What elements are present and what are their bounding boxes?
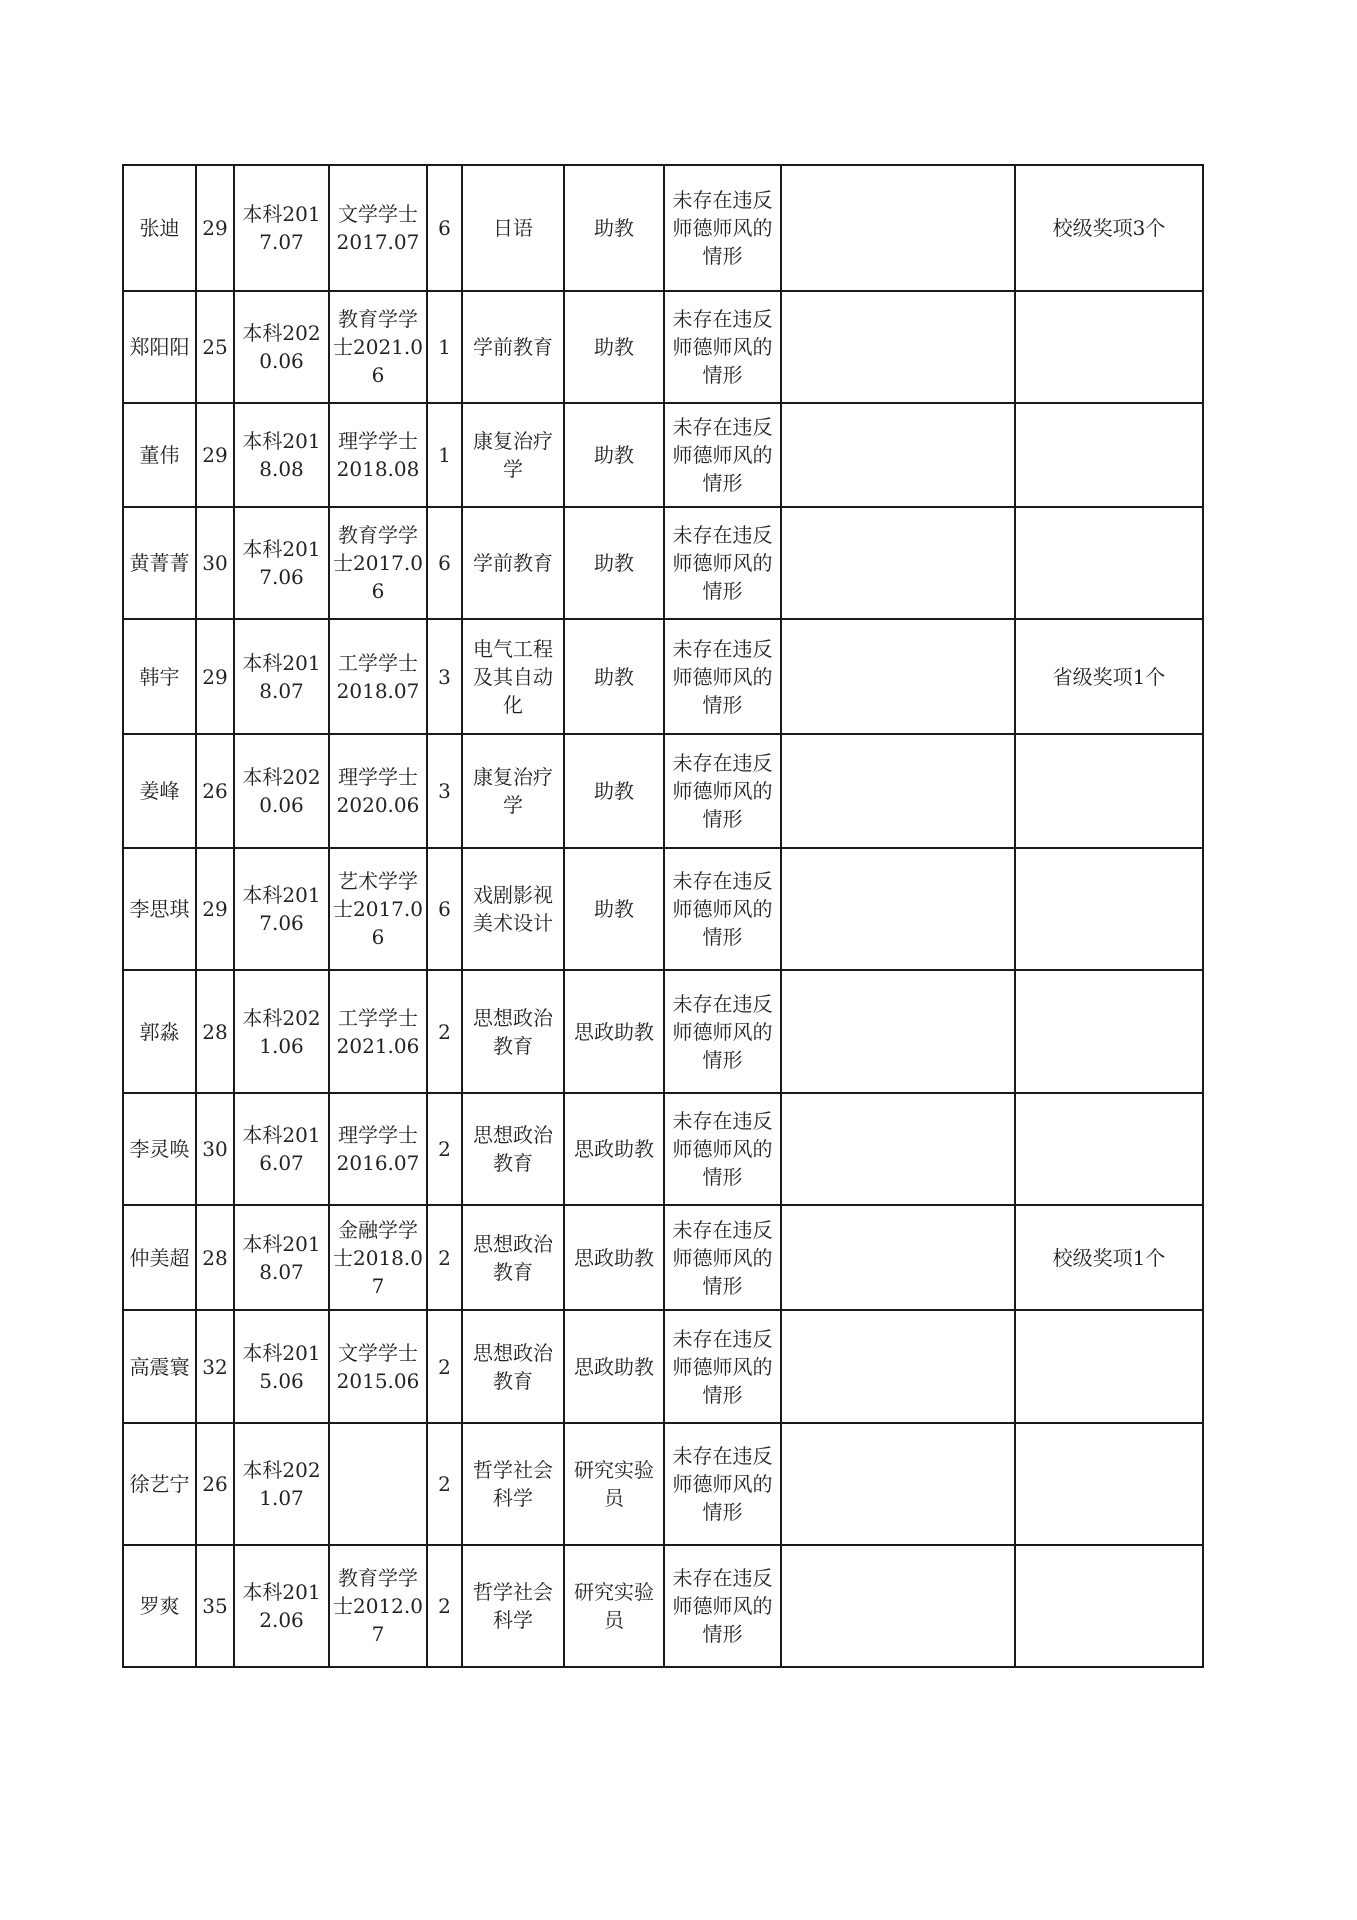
degree-cell [329,1423,427,1545]
ethics-cell: 未存在违反师德师风的情形 [664,970,781,1093]
name-cell: 黄菁菁 [123,507,196,619]
education-cell: 本科2020.06 [234,291,329,403]
major-cell: 思想政治教育 [462,1093,564,1205]
awards-cell [1015,1310,1203,1423]
table-row [123,291,1203,403]
awards-cell [1015,734,1203,848]
age-cell: 29 [196,403,234,507]
awards-cell [1015,507,1203,619]
name-cell: 张迪 [123,165,196,291]
education-cell: 本科2018.08 [234,403,329,507]
years-cell: 1 [427,291,462,403]
major-cell: 学前教育 [462,507,564,619]
ethics-cell: 未存在违反师德师风的情形 [664,848,781,970]
age-cell: 28 [196,1205,234,1310]
title-cell: 研究实验员 [564,1545,664,1667]
title-cell: 思政助教 [564,1310,664,1423]
degree-cell: 教育学学士2021.06 [329,291,427,403]
years-cell: 2 [427,1093,462,1205]
remarks-cell [781,1093,1015,1205]
years-cell: 2 [427,1545,462,1667]
major-cell: 哲学社会科学 [462,1423,564,1545]
age-cell: 29 [196,619,234,734]
awards-cell [1015,403,1203,507]
education-cell: 本科2012.06 [234,1545,329,1667]
major-cell: 日语 [462,165,564,291]
years-cell: 2 [427,1205,462,1310]
years-cell: 2 [427,970,462,1093]
degree-cell: 文学学士2017.07 [329,165,427,291]
table-row [123,1423,1203,1545]
age-cell: 26 [196,1423,234,1545]
degree-cell: 理学学士2016.07 [329,1093,427,1205]
education-cell: 本科2020.06 [234,734,329,848]
name-cell: 罗爽 [123,1545,196,1667]
degree-cell: 文学学士2015.06 [329,1310,427,1423]
degree-cell: 工学学士2018.07 [329,619,427,734]
name-cell: 李灵唤 [123,1093,196,1205]
remarks-cell [781,1545,1015,1667]
awards-cell [1015,291,1203,403]
years-cell: 1 [427,403,462,507]
remarks-cell [781,1423,1015,1545]
name-cell: 韩宇 [123,619,196,734]
title-cell: 助教 [564,291,664,403]
education-cell: 本科2021.07 [234,1423,329,1545]
age-cell: 26 [196,734,234,848]
name-cell: 董伟 [123,403,196,507]
degree-cell: 金融学学士2018.07 [329,1205,427,1310]
awards-cell [1015,848,1203,970]
age-cell: 28 [196,970,234,1093]
title-cell: 思政助教 [564,1205,664,1310]
major-cell: 思想政治教育 [462,1205,564,1310]
ethics-cell: 未存在违反师德师风的情形 [664,403,781,507]
education-cell: 本科2017.06 [234,848,329,970]
years-cell: 2 [427,1310,462,1423]
table-row [123,848,1203,970]
table-row [123,1205,1203,1310]
degree-cell: 工学学士2021.06 [329,970,427,1093]
age-cell: 32 [196,1310,234,1423]
table-row [123,1310,1203,1423]
awards-cell [1015,1093,1203,1205]
major-cell: 哲学社会科学 [462,1545,564,1667]
remarks-cell [781,848,1015,970]
table-row [123,1545,1203,1667]
age-cell: 30 [196,507,234,619]
years-cell: 6 [427,848,462,970]
name-cell: 徐艺宁 [123,1423,196,1545]
education-cell: 本科2016.07 [234,1093,329,1205]
years-cell: 3 [427,734,462,848]
remarks-cell [781,403,1015,507]
major-cell: 思想政治教育 [462,1310,564,1423]
ethics-cell: 未存在违反师德师风的情形 [664,1205,781,1310]
major-cell: 戏剧影视美术设计 [462,848,564,970]
table-row [123,403,1203,507]
education-cell: 本科2017.06 [234,507,329,619]
table-row [123,619,1203,734]
table-row [123,970,1203,1093]
education-cell: 本科2021.06 [234,970,329,1093]
table-row [123,507,1203,619]
name-cell: 高震寰 [123,1310,196,1423]
awards-cell [1015,1545,1203,1667]
major-cell: 康复治疗学 [462,734,564,848]
ethics-cell: 未存在违反师德师风的情形 [664,1093,781,1205]
title-cell: 助教 [564,848,664,970]
remarks-cell [781,507,1015,619]
education-cell: 本科2017.07 [234,165,329,291]
name-cell: 仲美超 [123,1205,196,1310]
remarks-cell [781,619,1015,734]
staff-table [122,164,1204,1668]
major-cell: 思想政治教育 [462,970,564,1093]
age-cell: 30 [196,1093,234,1205]
awards-cell: 省级奖项1个 [1015,619,1203,734]
degree-cell: 艺术学学士2017.06 [329,848,427,970]
major-cell: 电气工程及其自动化 [462,619,564,734]
remarks-cell [781,734,1015,848]
education-cell: 本科2015.06 [234,1310,329,1423]
ethics-cell: 未存在违反师德师风的情形 [664,619,781,734]
education-cell: 本科2018.07 [234,1205,329,1310]
remarks-cell [781,1205,1015,1310]
title-cell: 助教 [564,734,664,848]
title-cell: 思政助教 [564,1093,664,1205]
title-cell: 助教 [564,619,664,734]
ethics-cell: 未存在违反师德师风的情形 [664,507,781,619]
awards-cell: 校级奖项3个 [1015,165,1203,291]
ethics-cell: 未存在违反师德师风的情形 [664,1545,781,1667]
degree-cell: 教育学学士2012.07 [329,1545,427,1667]
degree-cell: 理学学士2020.06 [329,734,427,848]
ethics-cell: 未存在违反师德师风的情形 [664,165,781,291]
title-cell: 思政助教 [564,970,664,1093]
education-cell: 本科2018.07 [234,619,329,734]
major-cell: 康复治疗学 [462,403,564,507]
age-cell: 29 [196,848,234,970]
degree-cell: 理学学士2018.08 [329,403,427,507]
name-cell: 郭淼 [123,970,196,1093]
name-cell: 郑阳阳 [123,291,196,403]
name-cell: 李思琪 [123,848,196,970]
ethics-cell: 未存在违反师德师风的情形 [664,1310,781,1423]
title-cell: 助教 [564,507,664,619]
years-cell: 6 [427,507,462,619]
age-cell: 35 [196,1545,234,1667]
table-row [123,165,1203,291]
awards-cell [1015,970,1203,1093]
ethics-cell: 未存在违反师德师风的情形 [664,1423,781,1545]
title-cell: 助教 [564,165,664,291]
remarks-cell [781,970,1015,1093]
title-cell: 助教 [564,403,664,507]
remarks-cell [781,1310,1015,1423]
remarks-cell [781,165,1015,291]
age-cell: 29 [196,165,234,291]
years-cell: 6 [427,165,462,291]
awards-cell [1015,1423,1203,1545]
remarks-cell [781,291,1015,403]
years-cell: 3 [427,619,462,734]
degree-cell: 教育学学士2017.06 [329,507,427,619]
table-row [123,734,1203,848]
major-cell: 学前教育 [462,291,564,403]
awards-cell: 校级奖项1个 [1015,1205,1203,1310]
name-cell: 姜峰 [123,734,196,848]
title-cell: 研究实验员 [564,1423,664,1545]
age-cell: 25 [196,291,234,403]
table-row [123,1093,1203,1205]
ethics-cell: 未存在违反师德师风的情形 [664,291,781,403]
ethics-cell: 未存在违反师德师风的情形 [664,734,781,848]
years-cell: 2 [427,1423,462,1545]
